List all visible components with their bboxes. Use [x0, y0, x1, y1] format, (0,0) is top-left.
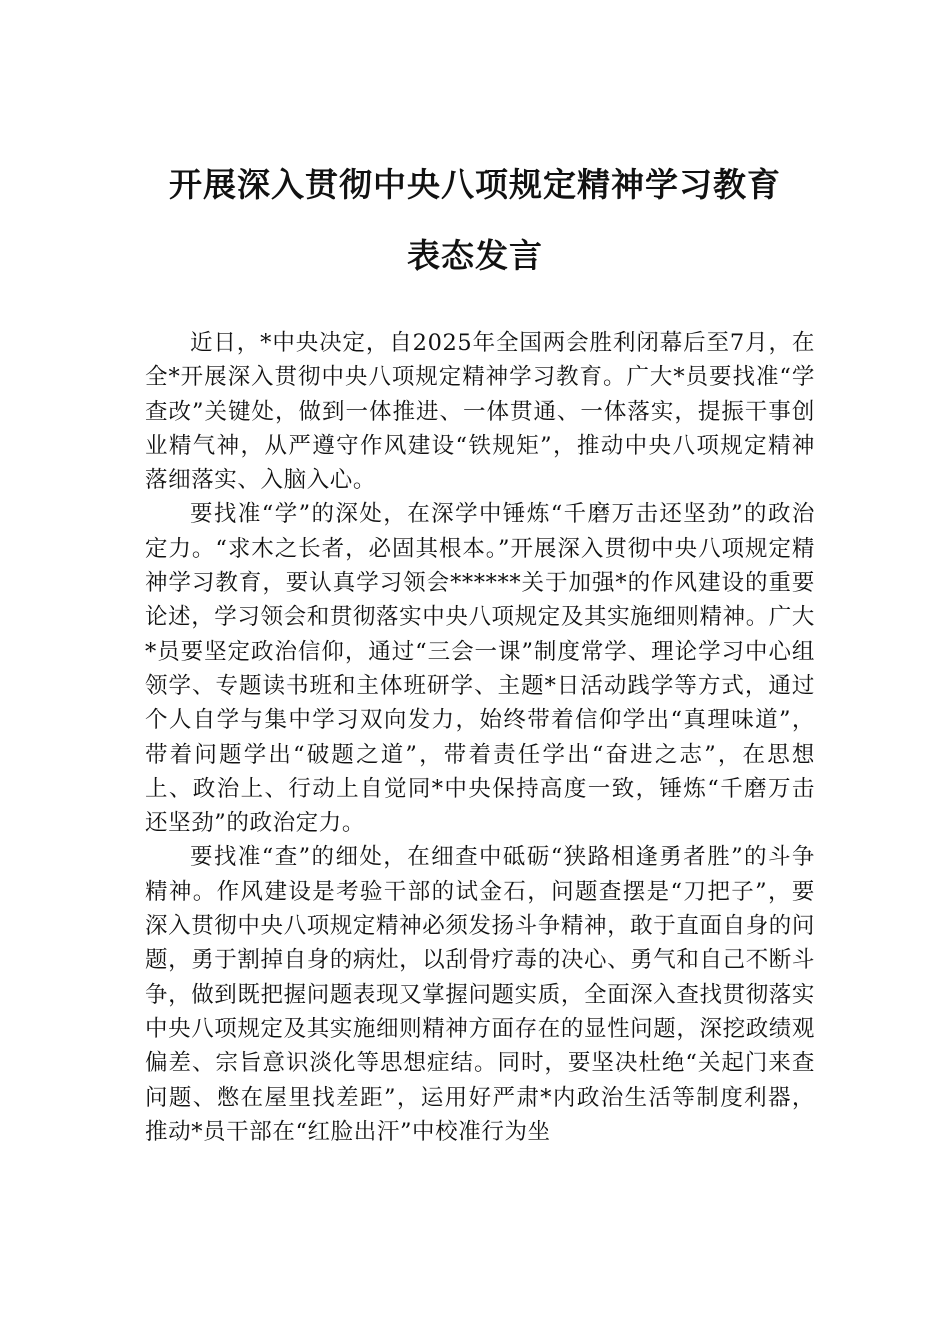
paragraph: 要找准“查”的细处，在细查中砥砺“狭路相逢勇者胜”的斗争精神。作风建设是考验干部的试金石，问题查摆是“刀把子”，要深入贯彻中央八项规定精神必须发扬斗争精神，敢于直面自身的问题，勇于割掉自身的病灶，以刮骨疗毒的决心、勇气和自己不断斗争，做到既把握问题表现又掌握问题实质，全面深入查找贯彻落实中央八项规定及其实施细则精神方面存在的显性问题，深挖政绩观偏差、宗旨意识淡化等思想症结。同时，要坚决杜绝“关起门来查问题、憋在屋里找差距”，运用好严肃*内政治生活等制度利器，推动*员干部在“红脸出汗”中校准行为坐: [145, 844, 815, 1145]
paragraph: 近日，*中央决定，自2025年全国两会胜利闭幕后至7月，在全*开展深入贯彻中央八项规定精神学习教育。广大*员要找准“学查改”关键处，做到一体推进、一体贯通、一体落实，提振干事创业精气神，从严遵守作风建设“铁规矩”，推动中央八项规定精神落细落实、入脑入心。: [145, 330, 815, 494]
document-body: [145, 326, 815, 1149]
paragraph: 要找准“学”的深处，在深学中锤炼“千磨万击还坚劲”的政治定力。“求木之长者，必固其根本。”开展深入贯彻中央八项规定精神学习教育，要认真学习领会******关于加强*的作风建设的重要论述，学习领会和贯彻落实中央八项规定及其实施细则精神。广大*员要坚定政治信仰，通过“三会一课”制度常学、理论学习中心组领学、专题读书班和主体班研学、主题*日活动践学等方式，通过个人自学与集中学习双向发力，始终带着信仰学出“真理味道”，带着问题学出“破题之道”，带着责任学出“奋进之志”，在思想上、政治上、行动上自觉同*中央保持高度一致，锤炼“千磨万击还坚劲”的政治定力。: [145, 501, 815, 837]
document-title-line-2: 表态发言: [407, 236, 543, 275]
document-title-line-1: 开展深入贯彻中央八项规定精神学习教育: [169, 165, 781, 204]
